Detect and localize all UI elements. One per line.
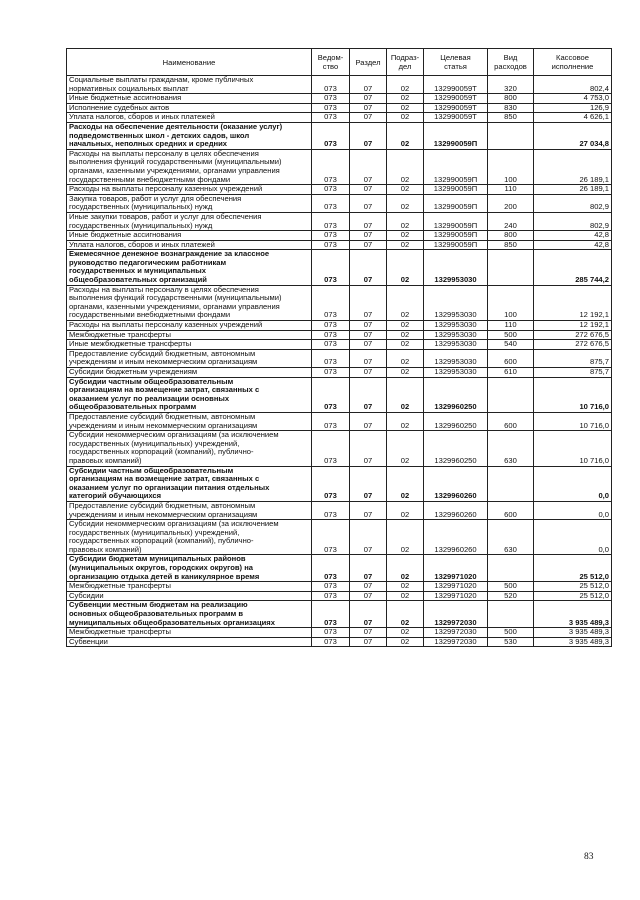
cell-sum: 42,8: [534, 231, 612, 241]
cell-name: Субвенции местным бюджетам на реализацию основных общеобразовательных программ в муниципальных общеобразовательных организациях: [67, 601, 312, 628]
table-row: [67, 637, 612, 647]
table-row: [67, 466, 612, 501]
cell-vid: 630: [488, 431, 534, 466]
cell-podrazdel: 02: [387, 582, 424, 592]
cell-podrazdel: 02: [387, 601, 424, 628]
cell-razdel: 07: [350, 349, 387, 367]
cell-razdel: 07: [350, 555, 387, 582]
cell-razdel: 07: [350, 76, 387, 94]
cell-name: Уплата налогов, сборов и иных платежей: [67, 240, 312, 250]
cell-ved: 073: [312, 240, 350, 250]
cell-sum: 0,0: [534, 520, 612, 555]
table-row: [67, 431, 612, 466]
cell-ved: 073: [312, 349, 350, 367]
table-header-row: [67, 49, 612, 76]
cell-statya: 1329971020: [424, 555, 488, 582]
cell-name: Межбюджетные трансферты: [67, 330, 312, 340]
table-row: [67, 94, 612, 104]
table-row: [67, 412, 612, 430]
cell-ved: 073: [312, 520, 350, 555]
cell-podrazdel: 02: [387, 122, 424, 149]
cell-podrazdel: 02: [387, 431, 424, 466]
cell-vid: 100: [488, 149, 534, 184]
cell-name: Предоставление субсидий бюджетным, автономным учреждениям и иным некоммерческим организациям: [67, 349, 312, 367]
cell-sum: 27 034,8: [534, 122, 612, 149]
cell-razdel: 07: [350, 412, 387, 430]
table-row: [67, 520, 612, 555]
cell-ved: 073: [312, 149, 350, 184]
cell-razdel: 07: [350, 113, 387, 123]
cell-statya: 1329960250: [424, 431, 488, 466]
cell-podrazdel: 02: [387, 149, 424, 184]
cell-razdel: 07: [350, 501, 387, 519]
header-statya: Целевая статья: [424, 49, 488, 76]
cell-name: Закупка товаров, работ и услуг для обеспечения государственных (муниципальных) нужд: [67, 194, 312, 212]
cell-sum: 26 189,1: [534, 149, 612, 184]
cell-sum: 802,4: [534, 76, 612, 94]
table-row: [67, 285, 612, 320]
cell-name: Предоставление субсидий бюджетным, автономным учреждениям и иным некоммерческим организациям: [67, 412, 312, 430]
cell-sum: 25 512,0: [534, 591, 612, 601]
cell-vid: 850: [488, 240, 534, 250]
cell-ved: 073: [312, 412, 350, 430]
cell-sum: 0,0: [534, 501, 612, 519]
cell-name: Предоставление субсидий бюджетным, автономным учреждениям и иным некоммерческим организациям: [67, 501, 312, 519]
cell-vid: 520: [488, 591, 534, 601]
cell-podrazdel: 02: [387, 113, 424, 123]
table-row: [67, 601, 612, 628]
cell-name: Субсидии бюджетным учреждениям: [67, 368, 312, 378]
header-name: Наименование: [67, 49, 312, 76]
cell-sum: 285 744,2: [534, 250, 612, 285]
cell-ved: 073: [312, 377, 350, 412]
cell-statya: 1329960260: [424, 520, 488, 555]
cell-statya: 1329953030: [424, 285, 488, 320]
cell-vid: 610: [488, 368, 534, 378]
cell-podrazdel: 02: [387, 285, 424, 320]
cell-sum: 3 935 489,3: [534, 601, 612, 628]
table-row: [67, 582, 612, 592]
cell-sum: 875,7: [534, 349, 612, 367]
cell-podrazdel: 02: [387, 368, 424, 378]
table-row: [67, 212, 612, 230]
cell-razdel: 07: [350, 285, 387, 320]
cell-sum: 25 512,0: [534, 555, 612, 582]
cell-statya: 132990059Т: [424, 94, 488, 104]
cell-statya: 132990059П: [424, 212, 488, 230]
cell-vid: 110: [488, 185, 534, 195]
cell-ved: 073: [312, 582, 350, 592]
cell-name: Расходы на обеспечение деятельности (оказание услуг) подведомственных школ - детских садов, школ начальных, неполных средних и средних: [67, 122, 312, 149]
table-row: [67, 76, 612, 94]
cell-sum: 272 676,5: [534, 330, 612, 340]
cell-name: Расходы на выплаты персоналу в целях обеспечения выполнения функций государственными (муниципальными) органами, казенными учреждениями, органами управления государственными внебюджетными фондами: [67, 149, 312, 184]
cell-razdel: 07: [350, 231, 387, 241]
cell-name: Субсидии бюджетам муниципальных районов (муниципальных округов, городских округов) на организацию отдыха детей в каникулярное время: [67, 555, 312, 582]
table-row: [67, 321, 612, 331]
cell-ved: 073: [312, 194, 350, 212]
cell-razdel: 07: [350, 628, 387, 638]
cell-statya: 1329953030: [424, 250, 488, 285]
cell-statya: 132990059Т: [424, 103, 488, 113]
cell-ved: 073: [312, 250, 350, 285]
cell-statya: 1329972030: [424, 601, 488, 628]
cell-sum: 802,9: [534, 194, 612, 212]
table-row: [67, 501, 612, 519]
cell-ved: 073: [312, 591, 350, 601]
cell-podrazdel: 02: [387, 501, 424, 519]
cell-ved: 073: [312, 94, 350, 104]
cell-razdel: 07: [350, 94, 387, 104]
cell-vid: [488, 601, 534, 628]
cell-razdel: 07: [350, 122, 387, 149]
cell-name: Исполнение судебных актов: [67, 103, 312, 113]
table-row: [67, 349, 612, 367]
cell-sum: 10 716,0: [534, 377, 612, 412]
cell-podrazdel: 02: [387, 250, 424, 285]
cell-podrazdel: 02: [387, 76, 424, 94]
cell-podrazdel: 02: [387, 212, 424, 230]
cell-podrazdel: 02: [387, 349, 424, 367]
cell-vid: 800: [488, 231, 534, 241]
cell-vid: 600: [488, 501, 534, 519]
table-row: [67, 149, 612, 184]
cell-ved: 073: [312, 321, 350, 331]
cell-razdel: 07: [350, 591, 387, 601]
cell-vid: [488, 377, 534, 412]
cell-name: Иные бюджетные ассигнования: [67, 94, 312, 104]
cell-podrazdel: 02: [387, 240, 424, 250]
cell-name: Межбюджетные трансферты: [67, 582, 312, 592]
cell-sum: 4 753,0: [534, 94, 612, 104]
cell-vid: 500: [488, 628, 534, 638]
cell-statya: 132990059П: [424, 149, 488, 184]
cell-name: Субсидии частным общеобразовательным организациям на возмещение затрат, связанных с оказанием услуг по реализации основных общеобразовательных программ: [67, 377, 312, 412]
cell-podrazdel: 02: [387, 330, 424, 340]
cell-sum: 3 935 489,3: [534, 628, 612, 638]
cell-vid: 600: [488, 412, 534, 430]
table-row: [67, 185, 612, 195]
cell-podrazdel: 02: [387, 231, 424, 241]
cell-sum: 126,9: [534, 103, 612, 113]
cell-razdel: 07: [350, 340, 387, 350]
cell-razdel: 07: [350, 149, 387, 184]
cell-razdel: 07: [350, 103, 387, 113]
cell-podrazdel: 02: [387, 185, 424, 195]
cell-ved: 073: [312, 601, 350, 628]
header-ved: Ведом- ство: [312, 49, 350, 76]
cell-podrazdel: 02: [387, 466, 424, 501]
cell-ved: 073: [312, 628, 350, 638]
cell-sum: 272 676,5: [534, 340, 612, 350]
cell-podrazdel: 02: [387, 103, 424, 113]
cell-sum: 875,7: [534, 368, 612, 378]
cell-razdel: 07: [350, 240, 387, 250]
cell-razdel: 07: [350, 212, 387, 230]
cell-razdel: 07: [350, 330, 387, 340]
cell-ved: 073: [312, 231, 350, 241]
cell-sum: 4 626,1: [534, 113, 612, 123]
cell-sum: 10 716,0: [534, 431, 612, 466]
cell-name: Субсидии некоммерческим организациям (за исключением государственных (муниципальных) учреждений, государственных корпораций (компаний), публично- правовых компаний): [67, 520, 312, 555]
cell-statya: 1329971020: [424, 582, 488, 592]
cell-ved: 073: [312, 103, 350, 113]
cell-name: Расходы на выплаты персоналу казенных учреждений: [67, 321, 312, 331]
cell-statya: 1329960260: [424, 466, 488, 501]
cell-ved: 073: [312, 122, 350, 149]
cell-statya: 132990059П: [424, 240, 488, 250]
cell-razdel: 07: [350, 466, 387, 501]
cell-vid: 830: [488, 103, 534, 113]
cell-razdel: 07: [350, 637, 387, 647]
cell-vid: 530: [488, 637, 534, 647]
cell-statya: 132990059Т: [424, 76, 488, 94]
page-number: 83: [584, 852, 594, 862]
cell-sum: 42,8: [534, 240, 612, 250]
header-vid: Вид расходов: [488, 49, 534, 76]
cell-razdel: 07: [350, 185, 387, 195]
cell-statya: 132990059Т: [424, 113, 488, 123]
cell-name: Межбюджетные трансферты: [67, 628, 312, 638]
cell-ved: 073: [312, 555, 350, 582]
cell-podrazdel: 02: [387, 340, 424, 350]
cell-podrazdel: 02: [387, 377, 424, 412]
cell-ved: 073: [312, 212, 350, 230]
cell-ved: 073: [312, 466, 350, 501]
cell-statya: 1329953030: [424, 368, 488, 378]
cell-vid: [488, 555, 534, 582]
table-row: [67, 340, 612, 350]
cell-name: Социальные выплаты гражданам, кроме публичных нормативных социальных выплат: [67, 76, 312, 94]
table-row: [67, 231, 612, 241]
cell-razdel: 07: [350, 582, 387, 592]
cell-podrazdel: 02: [387, 628, 424, 638]
cell-statya: 1329953030: [424, 330, 488, 340]
cell-vid: 540: [488, 340, 534, 350]
cell-name: Субсидии: [67, 591, 312, 601]
cell-ved: 073: [312, 431, 350, 466]
cell-sum: 0,0: [534, 466, 612, 501]
table-row: [67, 628, 612, 638]
cell-razdel: 07: [350, 250, 387, 285]
cell-statya: 1329960250: [424, 412, 488, 430]
cell-statya: 1329953030: [424, 340, 488, 350]
cell-vid: 110: [488, 321, 534, 331]
cell-sum: 10 716,0: [534, 412, 612, 430]
cell-ved: 073: [312, 368, 350, 378]
cell-name: Расходы на выплаты персоналу казенных учреждений: [67, 185, 312, 195]
cell-vid: 630: [488, 520, 534, 555]
cell-vid: 850: [488, 113, 534, 123]
cell-statya: 132990059П: [424, 122, 488, 149]
cell-statya: 132990059П: [424, 194, 488, 212]
cell-vid: 200: [488, 194, 534, 212]
cell-razdel: 07: [350, 368, 387, 378]
cell-podrazdel: 02: [387, 555, 424, 582]
cell-vid: 240: [488, 212, 534, 230]
cell-vid: [488, 122, 534, 149]
cell-podrazdel: 02: [387, 94, 424, 104]
header-ispolnenie: Кассовое исполнение: [534, 49, 612, 76]
cell-statya: 1329960260: [424, 501, 488, 519]
cell-ved: 073: [312, 285, 350, 320]
cell-sum: 26 189,1: [534, 185, 612, 195]
cell-name: Субсидии частным общеобразовательным организациям на возмещение затрат, связанных с оказанием услуг по организации питания отдельных категорий обучающихся: [67, 466, 312, 501]
cell-vid: [488, 250, 534, 285]
cell-sum: 12 192,1: [534, 321, 612, 331]
cell-statya: 1329971020: [424, 591, 488, 601]
cell-vid: 100: [488, 285, 534, 320]
cell-name: Иные закупки товаров, работ и услуг для обеспечения государственных (муниципальных) нужд: [67, 212, 312, 230]
cell-vid: 800: [488, 94, 534, 104]
cell-ved: 073: [312, 330, 350, 340]
cell-ved: 073: [312, 637, 350, 647]
table-row: [67, 555, 612, 582]
cell-razdel: 07: [350, 520, 387, 555]
cell-podrazdel: 02: [387, 637, 424, 647]
cell-statya: 1329953030: [424, 321, 488, 331]
table-row: [67, 194, 612, 212]
cell-razdel: 07: [350, 377, 387, 412]
cell-podrazdel: 02: [387, 321, 424, 331]
cell-statya: 132990059П: [424, 185, 488, 195]
cell-sum: 802,9: [534, 212, 612, 230]
header-podrazdel: Подраз- дел: [387, 49, 424, 76]
table-row: [67, 368, 612, 378]
cell-razdel: 07: [350, 431, 387, 466]
cell-name: Иные бюджетные ассигнования: [67, 231, 312, 241]
cell-statya: 1329972030: [424, 628, 488, 638]
cell-sum: 3 935 489,3: [534, 637, 612, 647]
cell-statya: 1329960250: [424, 377, 488, 412]
cell-podrazdel: 02: [387, 520, 424, 555]
cell-vid: 600: [488, 349, 534, 367]
cell-name: Иные межбюджетные трансферты: [67, 340, 312, 350]
cell-name: Субвенции: [67, 637, 312, 647]
table-row: [67, 122, 612, 149]
cell-podrazdel: 02: [387, 591, 424, 601]
cell-vid: [488, 466, 534, 501]
cell-podrazdel: 02: [387, 194, 424, 212]
cell-statya: 1329953030: [424, 349, 488, 367]
cell-ved: 073: [312, 113, 350, 123]
cell-name: Ежемесячное денежное вознаграждение за классное руководство педагогическим работникам государственных и муниципальных общеобразовательных организаций: [67, 250, 312, 285]
budget-table: [66, 48, 612, 647]
cell-name: Субсидии некоммерческим организациям (за исключением государственных (муниципальных) учреждений, государственных корпораций (компаний), публично- правовых компаний): [67, 431, 312, 466]
cell-razdel: 07: [350, 194, 387, 212]
table-row: [67, 377, 612, 412]
cell-vid: 500: [488, 330, 534, 340]
header-razdel: Раздел: [350, 49, 387, 76]
cell-sum: 25 512,0: [534, 582, 612, 592]
cell-podrazdel: 02: [387, 412, 424, 430]
cell-ved: 073: [312, 185, 350, 195]
cell-vid: 500: [488, 582, 534, 592]
cell-statya: 132990059П: [424, 231, 488, 241]
cell-ved: 073: [312, 340, 350, 350]
cell-razdel: 07: [350, 321, 387, 331]
cell-vid: 320: [488, 76, 534, 94]
cell-razdel: 07: [350, 601, 387, 628]
table-row: [67, 250, 612, 285]
cell-ved: 073: [312, 76, 350, 94]
cell-sum: 12 192,1: [534, 285, 612, 320]
cell-name: Расходы на выплаты персоналу в целях обеспечения выполнения функций государственными (муниципальными) органами, казенными учреждениями, органами управления государственными внебюджетными фондами: [67, 285, 312, 320]
cell-ved: 073: [312, 501, 350, 519]
cell-statya: 1329972030: [424, 637, 488, 647]
cell-name: Уплата налогов, сборов и иных платежей: [67, 113, 312, 123]
